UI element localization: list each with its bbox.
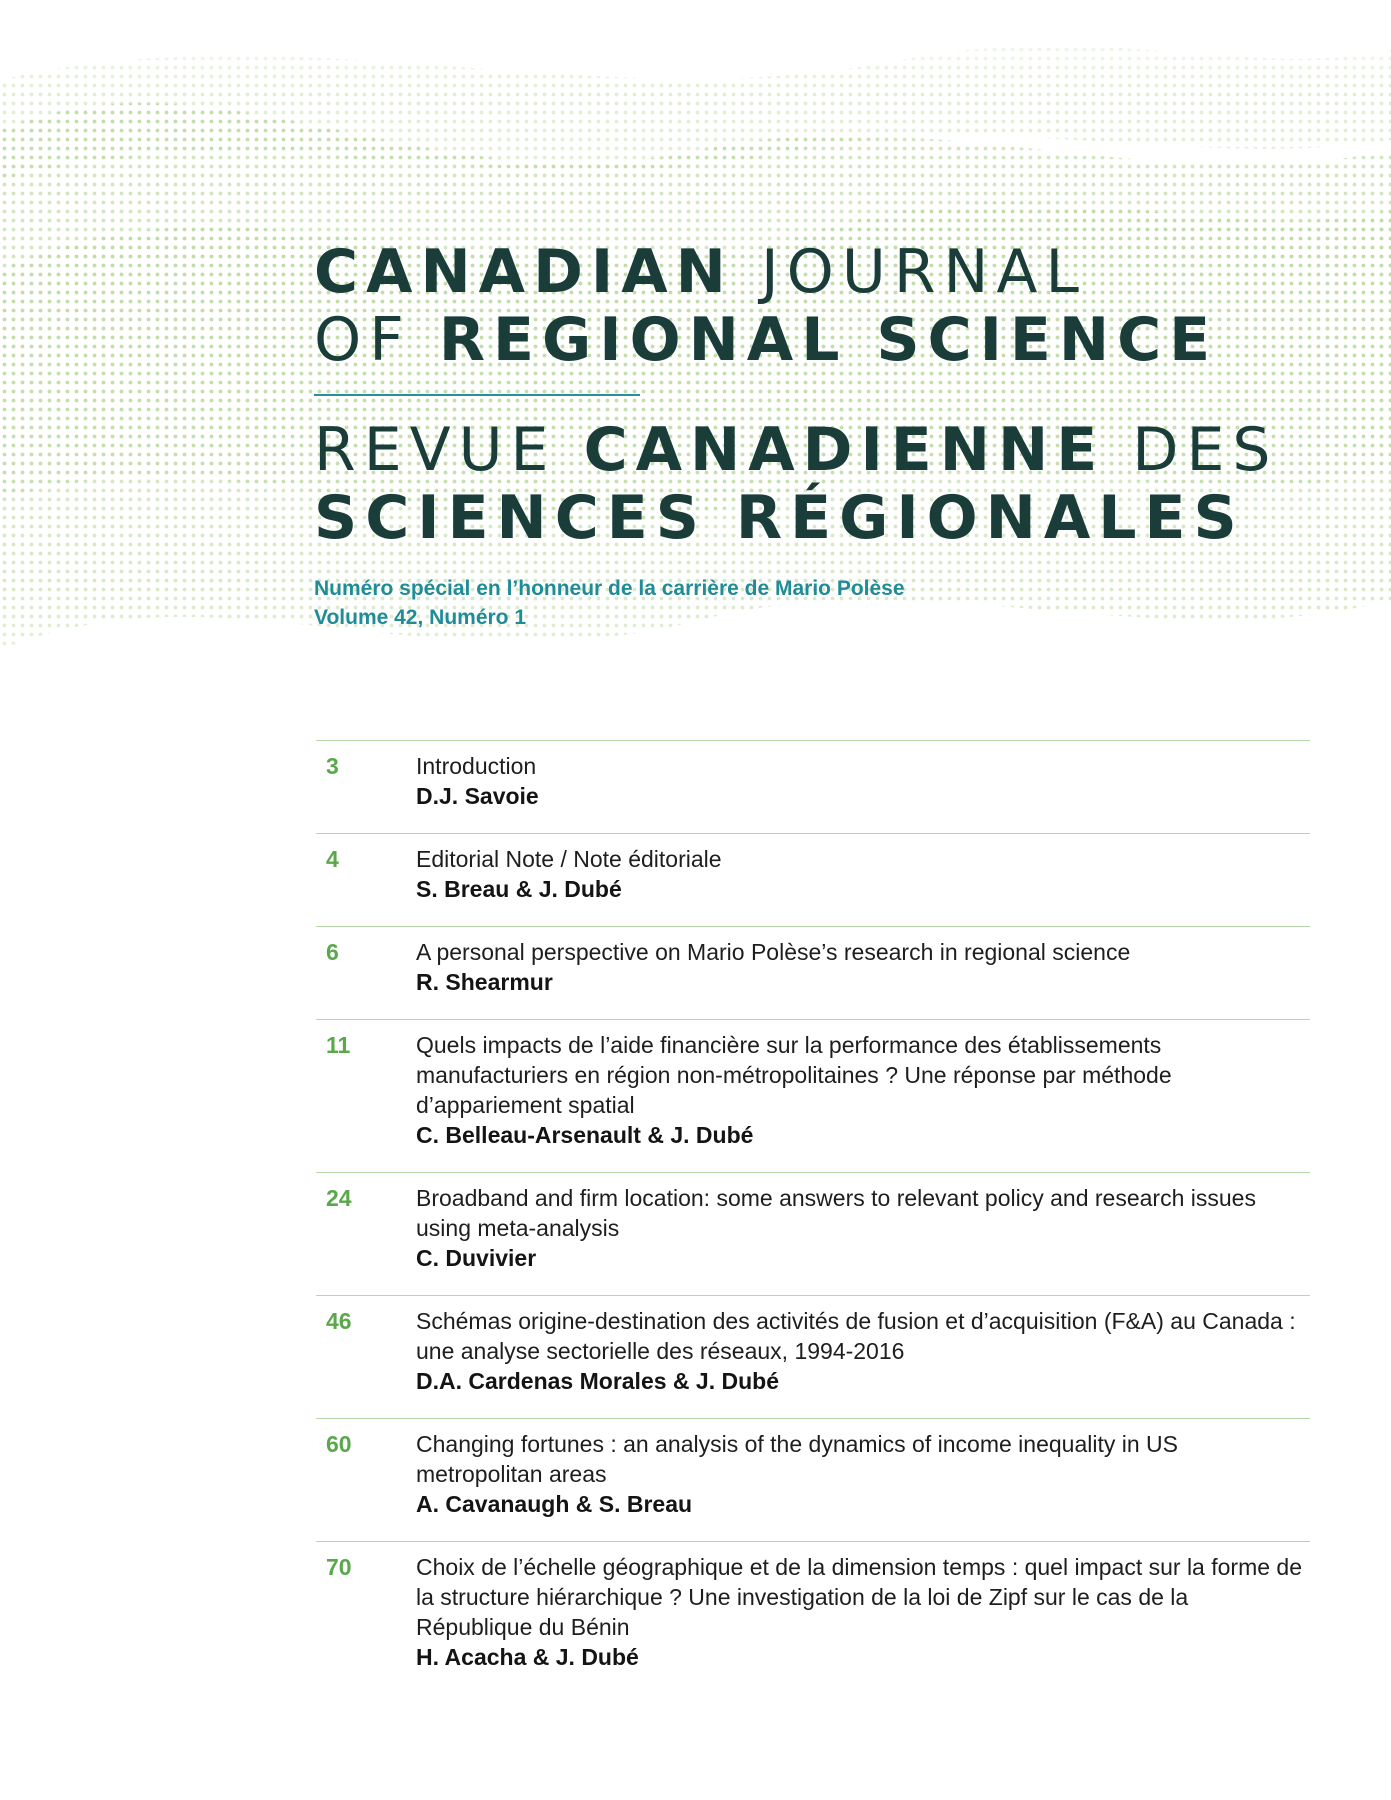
toc-entry[interactable] — [316, 1172, 1310, 1295]
toc-entry[interactable] — [316, 1295, 1310, 1418]
toc-page-number: 24 — [326, 1185, 352, 1211]
toc-authors: H. Acacha & J. Dubé — [416, 1644, 639, 1670]
toc-entry-text — [416, 1030, 1310, 1150]
special-issue-line: Numéro spécial en l’honneur de la carrière de Mario Polèse — [314, 577, 905, 600]
toc-article-title: Editorial Note / Note éditoriale — [416, 846, 722, 872]
toc-authors: S. Breau & J. Dubé — [416, 876, 622, 902]
toc-entry-text — [416, 1183, 1310, 1273]
title-canadian: CANADIAN — [314, 237, 734, 307]
title-divider — [314, 394, 640, 396]
title-journal: JOURNAL — [760, 237, 1087, 307]
toc-article-title: Broadband and firm location: some answers to relevant policy and research issues using meta-analysis — [416, 1185, 1256, 1241]
toc-page-number: 46 — [326, 1308, 352, 1334]
toc-entry[interactable] — [316, 926, 1310, 1019]
toc-article-title: Introduction — [416, 753, 537, 779]
toc-page-number: 4 — [326, 846, 339, 872]
toc-article-title: Changing fortunes : an analysis of the dynamics of income inequality in US metropolitan areas — [416, 1431, 1178, 1487]
toc-entry-text — [416, 1306, 1310, 1396]
toc-page-number: 11 — [326, 1032, 351, 1058]
journal-title-line-2 — [314, 306, 1279, 374]
toc-article-title: A personal perspective on Mario Polèse’s research in regional science — [416, 939, 1131, 965]
toc-entry[interactable] — [316, 1541, 1310, 1694]
journal-title-line-1 — [314, 238, 1279, 306]
toc-authors: D.A. Cardenas Morales & J. Dubé — [416, 1368, 779, 1394]
title-revue: REVUE — [314, 415, 557, 485]
toc-page-number: 60 — [326, 1431, 352, 1457]
journal-masthead — [314, 238, 1279, 552]
toc-authors: R. Shearmur — [416, 969, 553, 995]
toc-entry-text — [416, 1552, 1310, 1672]
issue-info — [314, 574, 905, 632]
title-canadienne: CANADIENNE — [583, 415, 1106, 485]
toc-article-title: Schémas origine-destination des activités de fusion et d’acquisition (F&A) au Canada : une analyse sectorielle des réseaux, 1994-2016 — [416, 1308, 1296, 1364]
toc-article-title: Choix de l’échelle géographique et de la dimension temps : quel impact sur la forme de la structure hiérarchique ? Une investigation de la loi de Zipf sur le cas de la République du Bénin — [416, 1554, 1303, 1640]
journal-title-line-3 — [314, 416, 1279, 484]
toc-article-title: Quels impacts de l’aide financière sur la performance des établissements manufacturiers en région non-métropolitaines ? Une réponse par méthode d’appariement spatial — [416, 1032, 1172, 1118]
toc-entry-text — [416, 937, 1310, 997]
toc-entry-text — [416, 751, 1310, 811]
toc-authors: C. Belleau-Arsenault & J. Dubé — [416, 1122, 754, 1148]
toc-page-number: 3 — [326, 753, 339, 779]
table-of-contents — [316, 740, 1310, 1694]
toc-entry[interactable] — [316, 740, 1310, 833]
toc-entry-text — [416, 844, 1310, 904]
toc-page-number: 6 — [326, 939, 339, 965]
toc-entry[interactable] — [316, 833, 1310, 926]
title-regional-science: REGIONAL SCIENCE — [438, 305, 1219, 375]
title-des: DES — [1132, 415, 1279, 485]
toc-page-number: 70 — [326, 1554, 352, 1580]
toc-entry[interactable] — [316, 1418, 1310, 1541]
toc-authors: A. Cavanaugh & S. Breau — [416, 1491, 693, 1517]
title-sciences-regionales: SCIENCES RÉGIONALES — [314, 483, 1245, 553]
journal-title-line-4 — [314, 484, 1279, 552]
toc-authors: D.J. Savoie — [416, 783, 539, 809]
toc-authors: C. Duvivier — [416, 1245, 537, 1271]
toc-entry-text — [416, 1429, 1310, 1519]
title-of: OF — [314, 305, 412, 375]
toc-entry[interactable] — [316, 1019, 1310, 1172]
volume-line: Volume 42, Numéro 1 — [314, 606, 527, 629]
